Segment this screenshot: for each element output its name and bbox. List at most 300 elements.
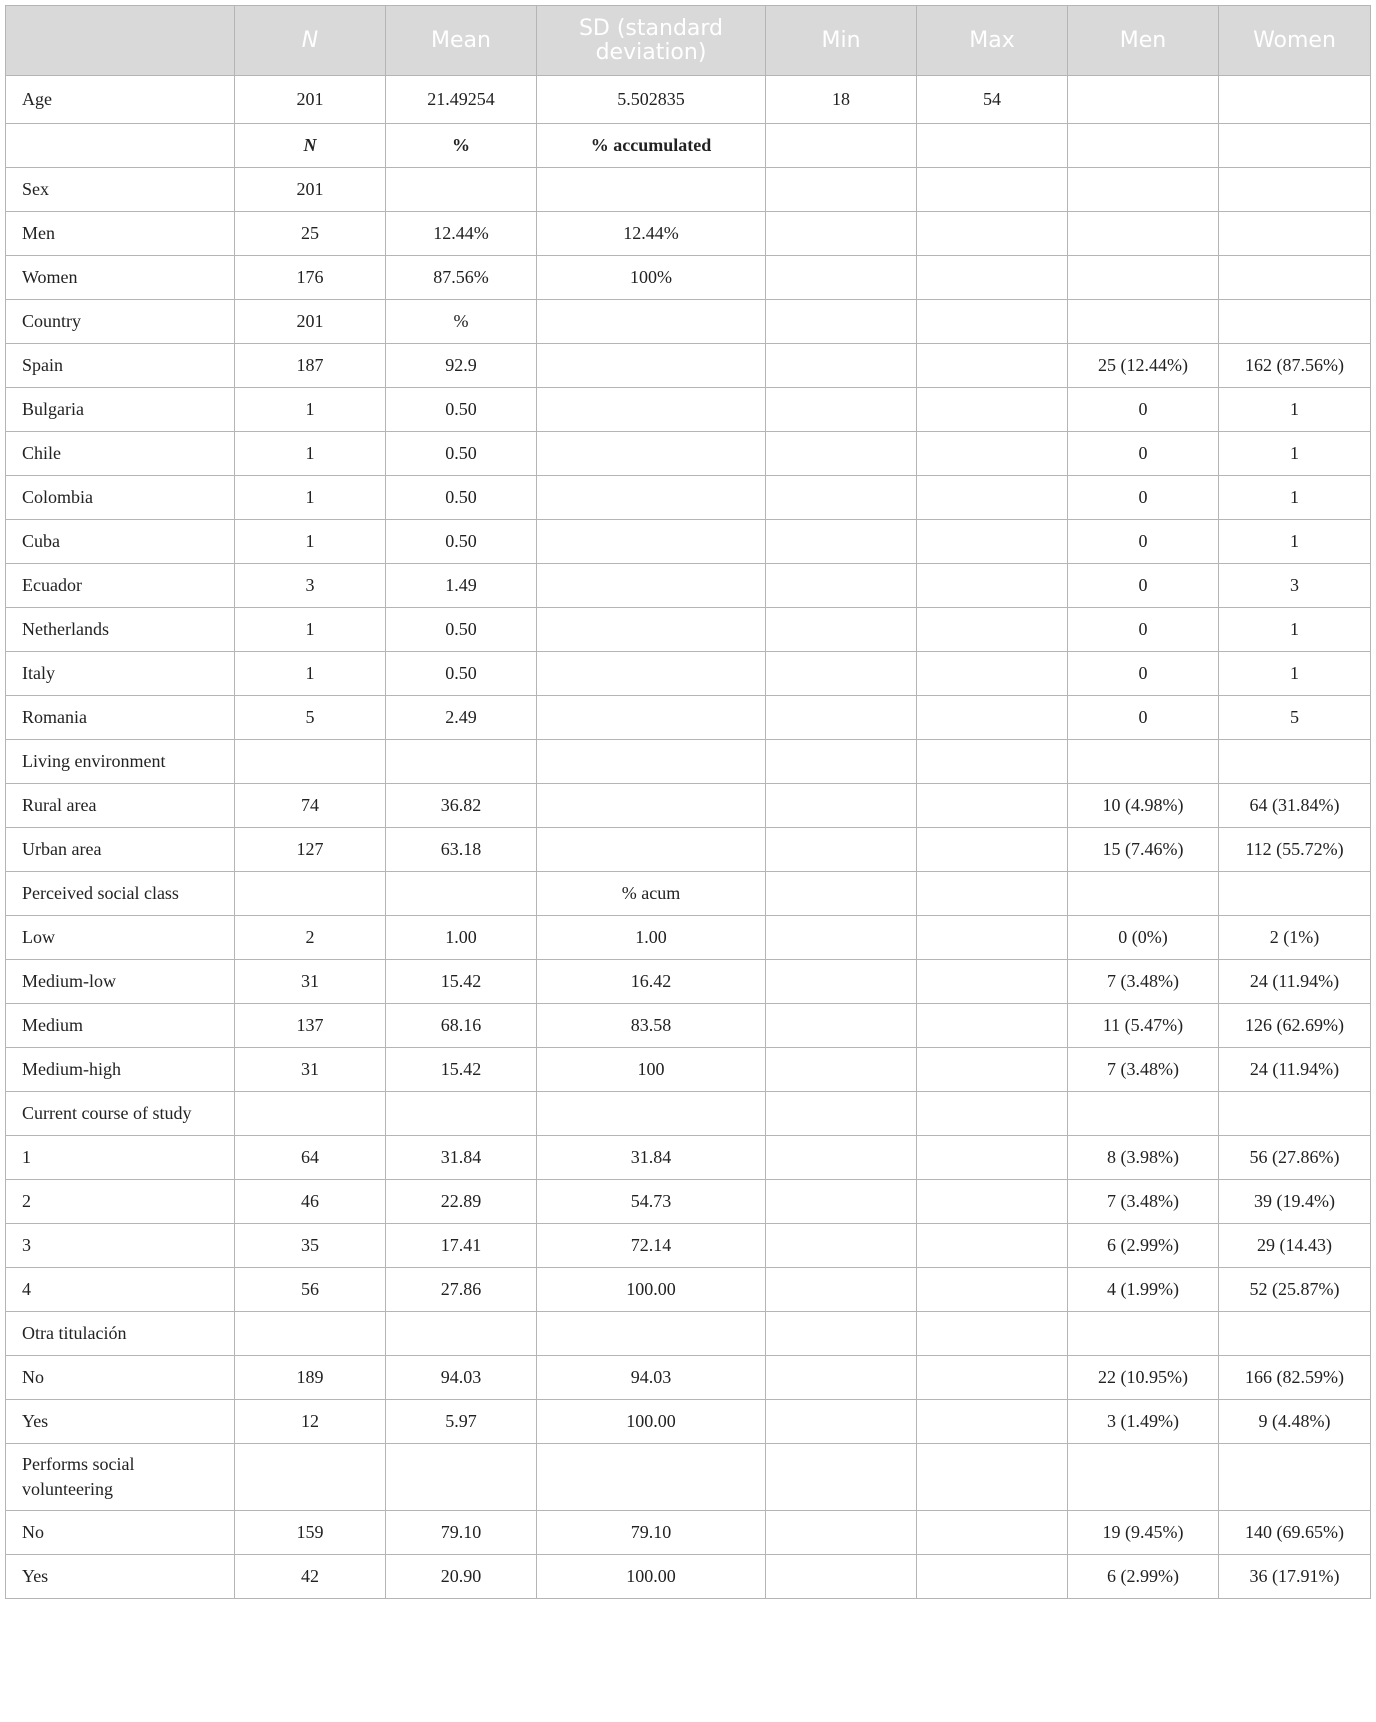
row-label: 1 — [6, 1136, 235, 1180]
table-cell: 1 — [235, 520, 386, 564]
row-label: Cuba — [6, 520, 235, 564]
table-cell: 31.84 — [537, 1136, 766, 1180]
table-cell — [766, 344, 917, 388]
table-cell: 17.41 — [386, 1224, 537, 1268]
table-cell — [766, 696, 917, 740]
table-cell — [766, 432, 917, 476]
table-cell — [917, 1048, 1068, 1092]
table-cell: 1 — [1219, 432, 1371, 476]
subheader-cell — [766, 124, 917, 168]
table-cell: 112 (55.72%) — [1219, 828, 1371, 872]
table-cell — [235, 1444, 386, 1511]
row-label: Age — [6, 76, 235, 124]
table-cell — [537, 652, 766, 696]
table-cell — [766, 1555, 917, 1599]
subheader-cell — [1068, 124, 1219, 168]
table-cell — [917, 828, 1068, 872]
table-cell: 22 (10.95%) — [1068, 1356, 1219, 1400]
row-label: Low — [6, 916, 235, 960]
table-cell: 15.42 — [386, 960, 537, 1004]
table-cell: 15.42 — [386, 1048, 537, 1092]
table-cell — [1219, 1312, 1371, 1356]
row-label: 4 — [6, 1268, 235, 1312]
subheader-cell-percent: % — [386, 124, 537, 168]
table-cell — [917, 916, 1068, 960]
table-cell — [917, 1092, 1068, 1136]
table-cell — [386, 740, 537, 784]
table-row — [6, 1004, 1371, 1048]
table-cell — [917, 960, 1068, 1004]
table-cell: 15 (7.46%) — [1068, 828, 1219, 872]
row-label: Men — [6, 212, 235, 256]
table-cell — [766, 1136, 917, 1180]
table-row — [6, 1400, 1371, 1444]
row-label: No — [6, 1356, 235, 1400]
table-cell: 7 (3.48%) — [1068, 1048, 1219, 1092]
row-label: Yes — [6, 1555, 235, 1599]
table-row — [6, 784, 1371, 828]
table-cell: 1.49 — [386, 564, 537, 608]
row-label: Sex — [6, 168, 235, 212]
table-cell — [1068, 212, 1219, 256]
table-cell: 100.00 — [537, 1555, 766, 1599]
table-cell — [386, 1092, 537, 1136]
table-cell — [917, 564, 1068, 608]
table-cell — [917, 872, 1068, 916]
table-cell — [917, 1180, 1068, 1224]
table-cell: 140 (69.65%) — [1219, 1511, 1371, 1555]
table-cell: 21.49254 — [386, 76, 537, 124]
table-cell — [766, 1268, 917, 1312]
table-cell: 1.00 — [386, 916, 537, 960]
table-cell — [386, 168, 537, 212]
table-cell: 3 — [235, 564, 386, 608]
table-cell — [537, 168, 766, 212]
table-cell — [1219, 1444, 1371, 1511]
table-row — [6, 1092, 1371, 1136]
table-cell — [917, 784, 1068, 828]
table-cell: 189 — [235, 1356, 386, 1400]
table-cell — [1219, 212, 1371, 256]
table-cell — [766, 212, 917, 256]
table-row — [6, 520, 1371, 564]
table-cell — [766, 476, 917, 520]
table-cell: 100.00 — [537, 1400, 766, 1444]
table-cell — [537, 608, 766, 652]
table-cell — [235, 1312, 386, 1356]
table-cell: 0 (0%) — [1068, 916, 1219, 960]
table-cell — [1219, 76, 1371, 124]
table-cell — [766, 1048, 917, 1092]
table-cell: 39 (19.4%) — [1219, 1180, 1371, 1224]
demographics-table-container — [5, 5, 1371, 1599]
table-cell: 7 (3.48%) — [1068, 960, 1219, 1004]
table-cell — [766, 1092, 917, 1136]
table-cell — [386, 872, 537, 916]
table-row — [6, 1268, 1371, 1312]
table-cell: 10 (4.98%) — [1068, 784, 1219, 828]
table-cell: 31 — [235, 960, 386, 1004]
table-cell: 63.18 — [386, 828, 537, 872]
table-cell: 74 — [235, 784, 386, 828]
table-cell — [917, 1136, 1068, 1180]
table-cell — [917, 1400, 1068, 1444]
table-row — [6, 916, 1371, 960]
row-label: No — [6, 1511, 235, 1555]
table-cell: 87.56% — [386, 256, 537, 300]
table-cell: 5 — [235, 696, 386, 740]
table-cell: 1 — [235, 432, 386, 476]
table-cell — [917, 476, 1068, 520]
header-cell-sd: SD (standard deviation) — [537, 6, 766, 76]
table-cell: 31 — [235, 1048, 386, 1092]
row-label: Living environment — [6, 740, 235, 784]
header-cell-women: Women — [1219, 6, 1371, 76]
table-cell — [917, 1312, 1068, 1356]
table-cell — [1068, 1312, 1219, 1356]
table-cell — [537, 696, 766, 740]
table-cell — [1219, 1092, 1371, 1136]
table-cell: 0.50 — [386, 652, 537, 696]
table-cell: 162 (87.56%) — [1219, 344, 1371, 388]
table-cell — [1068, 1444, 1219, 1511]
table-row — [6, 344, 1371, 388]
table-row — [6, 1312, 1371, 1356]
table-cell: 52 (25.87%) — [1219, 1268, 1371, 1312]
table-cell — [1219, 872, 1371, 916]
table-cell: 2 — [235, 916, 386, 960]
table-row — [6, 1555, 1371, 1599]
table-cell — [766, 168, 917, 212]
table-cell — [537, 1092, 766, 1136]
table-cell: 31.84 — [386, 1136, 537, 1180]
table-cell: 36.82 — [386, 784, 537, 828]
row-label: Women — [6, 256, 235, 300]
table-cell — [1068, 740, 1219, 784]
table-cell: 127 — [235, 828, 386, 872]
table-cell: 0.50 — [386, 432, 537, 476]
table-cell — [537, 432, 766, 476]
table-cell: 0.50 — [386, 520, 537, 564]
table-cell — [766, 1511, 917, 1555]
table-cell — [917, 344, 1068, 388]
row-label: Yes — [6, 1400, 235, 1444]
table-cell — [1219, 256, 1371, 300]
table-cell: 64 — [235, 1136, 386, 1180]
table-cell: 187 — [235, 344, 386, 388]
table-cell: 11 (5.47%) — [1068, 1004, 1219, 1048]
table-cell: 100 — [537, 1048, 766, 1092]
table-cell — [766, 652, 917, 696]
table-cell: 18 — [766, 76, 917, 124]
table-row — [6, 1180, 1371, 1224]
table-cell: 0.50 — [386, 476, 537, 520]
table-cell — [1068, 1092, 1219, 1136]
table-row — [6, 1444, 1371, 1511]
table-cell — [917, 388, 1068, 432]
table-row — [6, 696, 1371, 740]
table-cell: 0.50 — [386, 388, 537, 432]
row-label: Italy — [6, 652, 235, 696]
row-label: Country — [6, 300, 235, 344]
table-cell: 159 — [235, 1511, 386, 1555]
row-label: Medium — [6, 1004, 235, 1048]
table-cell: 56 — [235, 1268, 386, 1312]
table-cell — [1219, 740, 1371, 784]
table-cell: 3 (1.49%) — [1068, 1400, 1219, 1444]
table-cell: 1 — [235, 476, 386, 520]
table-cell: 5 — [1219, 696, 1371, 740]
table-cell: 54.73 — [537, 1180, 766, 1224]
table-cell — [766, 916, 917, 960]
table-row — [6, 1048, 1371, 1092]
table-cell: 2 (1%) — [1219, 916, 1371, 960]
table-cell — [537, 388, 766, 432]
table-cell: 126 (62.69%) — [1219, 1004, 1371, 1048]
table-cell — [235, 1092, 386, 1136]
table-cell — [537, 476, 766, 520]
table-cell: 5.97 — [386, 1400, 537, 1444]
table-cell — [766, 872, 917, 916]
table-cell: 201 — [235, 168, 386, 212]
table-row — [6, 300, 1371, 344]
table-header-row — [6, 6, 1371, 76]
table-cell: 12.44% — [537, 212, 766, 256]
table-cell: % acum — [537, 872, 766, 916]
table-cell: 24 (11.94%) — [1219, 1048, 1371, 1092]
header-cell-men: Men — [1068, 6, 1219, 76]
table-cell — [386, 1312, 537, 1356]
table-cell — [766, 256, 917, 300]
table-cell — [766, 1444, 917, 1511]
table-cell — [235, 872, 386, 916]
table-cell: 1 — [1219, 652, 1371, 696]
table-row — [6, 256, 1371, 300]
table-cell — [917, 212, 1068, 256]
header-cell-blank — [6, 6, 235, 76]
row-label: Romania — [6, 696, 235, 740]
table-row — [6, 168, 1371, 212]
table-cell: 4 (1.99%) — [1068, 1268, 1219, 1312]
row-label: Rural area — [6, 784, 235, 828]
table-cell: 100.00 — [537, 1268, 766, 1312]
row-label: Colombia — [6, 476, 235, 520]
table-cell: 5.502835 — [537, 76, 766, 124]
table-cell — [766, 1356, 917, 1400]
row-label: Spain — [6, 344, 235, 388]
row-label: Bulgaria — [6, 388, 235, 432]
table-cell — [537, 520, 766, 564]
table-cell: 201 — [235, 76, 386, 124]
table-cell — [917, 1004, 1068, 1048]
table-row — [6, 1511, 1371, 1555]
table-cell: % — [386, 300, 537, 344]
table-cell — [766, 1004, 917, 1048]
table-cell — [766, 1224, 917, 1268]
row-label: Medium-high — [6, 1048, 235, 1092]
subheader-cell — [917, 124, 1068, 168]
row-label: Medium-low — [6, 960, 235, 1004]
table-cell — [766, 784, 917, 828]
table-cell: 1.00 — [537, 916, 766, 960]
table-cell — [386, 1444, 537, 1511]
table-cell — [1068, 76, 1219, 124]
table-cell: 1 — [235, 388, 386, 432]
table-cell: 2.49 — [386, 696, 537, 740]
demographics-table — [5, 5, 1371, 1599]
table-cell: 1 — [235, 608, 386, 652]
table-cell — [537, 1312, 766, 1356]
table-cell — [1068, 256, 1219, 300]
row-label: Urban area — [6, 828, 235, 872]
subheader-cell — [6, 124, 235, 168]
row-label: 3 — [6, 1224, 235, 1268]
table-cell: 1 — [1219, 476, 1371, 520]
table-cell — [917, 1555, 1068, 1599]
subheader-row — [6, 124, 1371, 168]
table-cell: 9 (4.48%) — [1219, 1400, 1371, 1444]
table-cell: 0 — [1068, 432, 1219, 476]
table-cell: 1 — [1219, 520, 1371, 564]
table-cell — [766, 564, 917, 608]
table-cell — [537, 344, 766, 388]
row-label: Netherlands — [6, 608, 235, 652]
table-cell: 0.50 — [386, 608, 537, 652]
table-cell: 16.42 — [537, 960, 766, 1004]
table-cell — [766, 1312, 917, 1356]
header-cell-min: Min — [766, 6, 917, 76]
table-cell: 29 (14.43) — [1219, 1224, 1371, 1268]
row-label: Perceived social class — [6, 872, 235, 916]
table-cell: 64 (31.84%) — [1219, 784, 1371, 828]
table-cell — [766, 520, 917, 564]
table-cell — [917, 520, 1068, 564]
table-row — [6, 388, 1371, 432]
table-cell — [766, 608, 917, 652]
table-cell — [917, 740, 1068, 784]
table-cell — [917, 256, 1068, 300]
table-cell — [766, 1400, 917, 1444]
table-cell — [917, 1511, 1068, 1555]
table-cell — [537, 784, 766, 828]
table-cell: 0 — [1068, 476, 1219, 520]
table-cell: 92.9 — [386, 344, 537, 388]
table-cell — [917, 608, 1068, 652]
header-cell-n: N — [235, 6, 386, 76]
subheader-cell-accumulated: % accumulated — [537, 124, 766, 168]
table-cell — [917, 1224, 1068, 1268]
table-cell — [766, 828, 917, 872]
table-cell: 79.10 — [537, 1511, 766, 1555]
table-row — [6, 740, 1371, 784]
table-row — [6, 1136, 1371, 1180]
table-cell: 56 (27.86%) — [1219, 1136, 1371, 1180]
table-cell: 35 — [235, 1224, 386, 1268]
table-row — [6, 652, 1371, 696]
table-cell: 7 (3.48%) — [1068, 1180, 1219, 1224]
table-row — [6, 76, 1371, 124]
table-cell: 8 (3.98%) — [1068, 1136, 1219, 1180]
table-row — [6, 1224, 1371, 1268]
table-cell — [766, 740, 917, 784]
table-cell: 12 — [235, 1400, 386, 1444]
table-cell: 1 — [1219, 388, 1371, 432]
table-cell: 46 — [235, 1180, 386, 1224]
table-cell — [917, 168, 1068, 212]
table-cell: 24 (11.94%) — [1219, 960, 1371, 1004]
table-cell: 42 — [235, 1555, 386, 1599]
table-cell: 6 (2.99%) — [1068, 1555, 1219, 1599]
table-cell: 1 — [235, 652, 386, 696]
table-row — [6, 1356, 1371, 1400]
table-cell: 94.03 — [386, 1356, 537, 1400]
table-row — [6, 828, 1371, 872]
table-cell: 25 — [235, 212, 386, 256]
row-label: Otra titulación — [6, 1312, 235, 1356]
table-cell — [1068, 872, 1219, 916]
table-cell: 100% — [537, 256, 766, 300]
row-label: Chile — [6, 432, 235, 476]
table-cell: 176 — [235, 256, 386, 300]
header-cell-mean: Mean — [386, 6, 537, 76]
table-row — [6, 608, 1371, 652]
table-cell — [766, 300, 917, 344]
table-cell: 0 — [1068, 520, 1219, 564]
table-cell: 3 — [1219, 564, 1371, 608]
table-cell: 0 — [1068, 652, 1219, 696]
table-cell: 54 — [917, 76, 1068, 124]
table-cell: 12.44% — [386, 212, 537, 256]
table-cell — [766, 1180, 917, 1224]
table-cell: 6 (2.99%) — [1068, 1224, 1219, 1268]
table-cell: 72.14 — [537, 1224, 766, 1268]
table-cell: 137 — [235, 1004, 386, 1048]
table-cell: 83.58 — [537, 1004, 766, 1048]
table-cell — [766, 960, 917, 1004]
table-cell: 27.86 — [386, 1268, 537, 1312]
table-row — [6, 960, 1371, 1004]
table-cell — [1068, 300, 1219, 344]
subheader-cell-n: N — [235, 124, 386, 168]
table-cell: 201 — [235, 300, 386, 344]
table-cell — [1219, 300, 1371, 344]
subheader-cell — [1219, 124, 1371, 168]
table-cell: 25 (12.44%) — [1068, 344, 1219, 388]
table-cell: 19 (9.45%) — [1068, 1511, 1219, 1555]
row-label: 2 — [6, 1180, 235, 1224]
table-row — [6, 872, 1371, 916]
row-label: Performs social volunteering — [6, 1444, 235, 1511]
table-row — [6, 212, 1371, 256]
table-row — [6, 432, 1371, 476]
table-cell — [917, 300, 1068, 344]
table-cell: 166 (82.59%) — [1219, 1356, 1371, 1400]
table-cell: 0 — [1068, 608, 1219, 652]
table-cell — [917, 652, 1068, 696]
table-cell — [537, 740, 766, 784]
table-cell — [1219, 168, 1371, 212]
table-cell: 22.89 — [386, 1180, 537, 1224]
row-label: Current course of study — [6, 1092, 235, 1136]
header-cell-max: Max — [917, 6, 1068, 76]
table-cell — [917, 1356, 1068, 1400]
table-cell: 0 — [1068, 564, 1219, 608]
table-row — [6, 564, 1371, 608]
table-cell: 0 — [1068, 388, 1219, 432]
table-cell: 20.90 — [386, 1555, 537, 1599]
row-label: Ecuador — [6, 564, 235, 608]
table-cell: 68.16 — [386, 1004, 537, 1048]
